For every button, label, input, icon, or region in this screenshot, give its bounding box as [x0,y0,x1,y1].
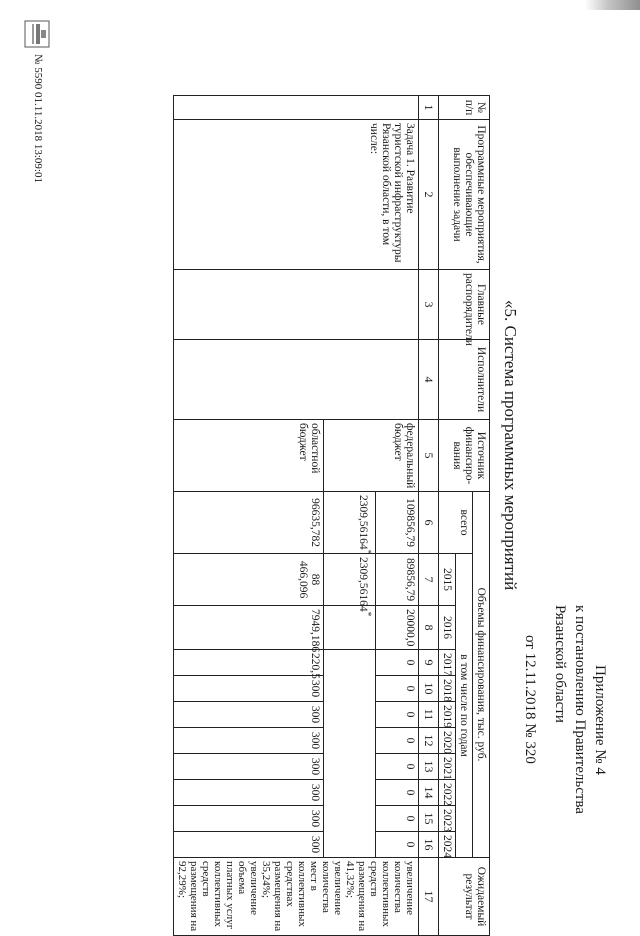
federal-2022: 0 [376,780,419,806]
source-regional: областной бюджет [174,420,324,492]
expected-result: увеличение количества коллективных средств размещения на 41,32%; увеличение количества мест в коллективных средствах размещения на 35,24%; увеличение объема платных услуг коллективных средств размещения на 92,29%; [174,858,419,936]
regional-2016: 7949,186 [174,606,324,650]
section-title: «5. Система программных мероприятий [501,300,520,591]
year-2022: 2022 [439,780,456,806]
year-2017: 2017 [439,650,456,676]
col-num: 7 [419,554,439,606]
regional-2022: 300 [174,780,324,806]
federal-2015-2: 2309,56164 [357,557,370,612]
table-row-federal-1 [376,96,419,936]
federal-total: 109856,79 [376,492,419,554]
year-2023: 2023 [439,806,456,832]
year-2021: 2021 [439,754,456,780]
measures-table [173,95,490,936]
year-2015: 2015 [439,554,456,606]
col-num: 13 [419,754,439,780]
emblem-icon [24,20,50,48]
col-num: 8 [419,606,439,650]
federal-2018: 0 [376,676,419,702]
federal-2017: 0 [376,650,419,676]
federal-2019: 0 [376,702,419,728]
footnote-mark: * [362,549,374,555]
regional-2015: 88 466,096 [174,554,324,606]
regional-2018: 300 [174,676,324,702]
task-text: Задача 1. Развитие туристской инфраструктуры Рязанской области, в том числе: [174,120,419,270]
regional-total: 96635,782 [174,492,324,554]
federal-2016: 20000,0 [376,606,419,650]
source-federal: федеральный бюджет [324,420,419,492]
row-no-cell [174,96,419,120]
year-2024: 2024 [439,832,456,858]
federal-2015: 89856,79 [376,554,419,606]
col-header-measures: Программные мероприятия, обеспечивающие выполнение задачи [439,120,490,270]
col-num: 14 [419,780,439,806]
header-resolution: к постановлению Правительства [572,605,588,814]
federal-2015-2-cell [324,554,376,617]
col-num: 11 [419,702,439,728]
col-num: 5 [419,420,439,492]
col-num: 9 [419,650,439,676]
col-header-by-year: в том числе по годам [456,554,473,858]
federal-2023: 0 [376,806,419,832]
col-header-managers: Главные распорядители [439,270,490,340]
empty-cell [324,650,376,858]
registration-number: № 5590 01.11.2018 13:09:01 [32,54,44,183]
col-num: 3 [419,270,439,340]
col-header-no: № п/п [439,96,490,120]
registration-stamp [20,20,50,280]
federal-2024: 0 [376,832,419,858]
col-header-total: всего [439,492,473,554]
col-num: 6 [419,492,439,554]
managers-cell [174,270,419,340]
regional-2021: 300 [174,754,324,780]
header-appendix: Приложение № 4 [592,665,608,775]
col-num: 10 [419,676,439,702]
federal-total-2: 2309,56164 [357,495,370,550]
year-2018: 2018 [439,676,456,702]
header-date: от 12.11.2018 № 320 [522,635,538,764]
col-header-result: Ожидаемый результат [439,858,490,936]
regional-2019: 300 [174,702,324,728]
federal-2021: 0 [376,754,419,780]
col-num: 2 [419,120,439,270]
federal-total-2-cell [324,492,376,554]
year-2019: 2019 [439,702,456,728]
header-region: Рязанской области [552,605,568,723]
col-header-funding: Объемы финансирования, тыс. руб. [473,492,490,858]
executors-cell [174,340,419,420]
col-num: 17 [419,858,439,936]
col-header-executors: Исполнители [439,340,490,420]
regional-2017: 220,5 [174,650,324,676]
col-num: 15 [419,806,439,832]
regional-2024: 300 [174,832,324,858]
year-2016: 2016 [439,606,456,650]
col-num: 1 [419,96,439,120]
col-num: 4 [419,340,439,420]
header-block [520,605,610,865]
col-num: 16 [419,832,439,858]
federal-2020: 0 [376,728,419,754]
year-2020: 2020 [439,728,456,754]
regional-2020: 300 [174,728,324,754]
regional-2023: 300 [174,806,324,832]
footnote-mark: * [362,611,374,617]
col-num: 12 [419,728,439,754]
column-number-row [419,96,439,936]
col-header-source: Источник финансиро-вания [439,420,490,492]
